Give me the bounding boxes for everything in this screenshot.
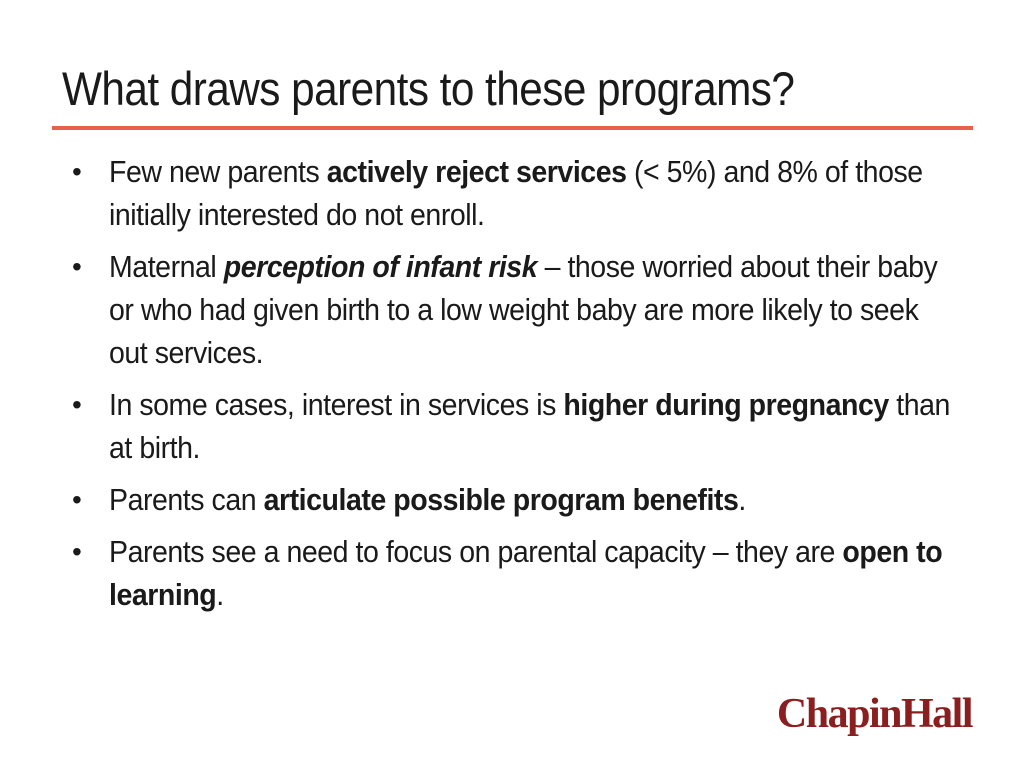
bullet-item (70, 150, 950, 236)
bullet-list (70, 150, 950, 625)
title-underline (52, 126, 973, 130)
chapin-hall-logo: ChapinHall (776, 691, 972, 737)
bullet-item (70, 383, 950, 469)
emphasis: articulate possible program benefits (263, 482, 739, 517)
bullet-item (70, 245, 950, 374)
bullet-item (70, 478, 950, 521)
bullet-text: In some cases, interest in services is higher during pregnancy than at birth. (109, 387, 950, 465)
bullet-item (70, 530, 950, 616)
slide-title: What draws parents to these programs? (62, 62, 795, 115)
emphasis: actively reject services (326, 154, 627, 189)
bullet-text: Parents can articulate possible program benefits. (109, 482, 746, 517)
emphasis: perception of infant risk (223, 249, 538, 284)
bullet-icon: • (72, 484, 82, 515)
emphasis: higher during pregnancy (563, 387, 889, 422)
bullet-icon: • (72, 536, 82, 567)
emphasis: open to learning (109, 534, 943, 612)
bullet-icon: • (72, 156, 82, 187)
bullet-text: Maternal perception of infant risk – those worried about their baby or who had given birth to a low weight baby are more likely to seek out services. (109, 249, 938, 370)
bullet-text: Few new parents actively reject services (< 5%) and 8% of those initially interested do not enroll. (109, 154, 923, 232)
bullet-icon: • (72, 251, 82, 282)
bullet-icon: • (72, 389, 82, 420)
bullet-text: Parents see a need to focus on parental capacity – they are open to learning. (109, 534, 943, 612)
